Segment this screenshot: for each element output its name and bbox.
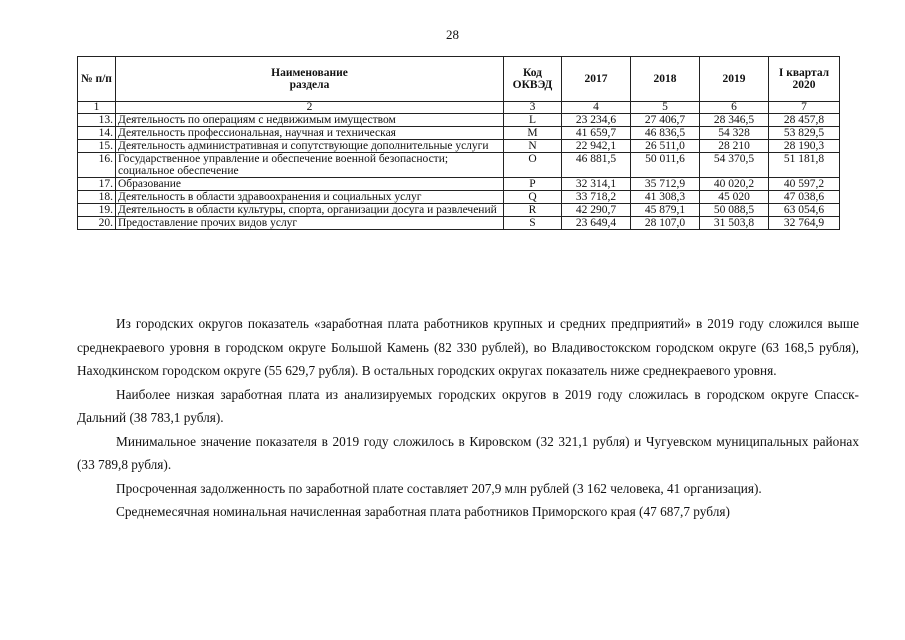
salary-by-activity-table <box>77 56 840 230</box>
value-2018: 28 107,0 <box>631 217 700 230</box>
activity-name: Деятельность административная и сопутствующие дополнительные услуги <box>116 140 504 153</box>
value-2019: 54 328 <box>700 127 769 140</box>
table-row <box>78 114 840 127</box>
column-number: 6 <box>700 102 769 114</box>
value-2018: 50 011,6 <box>631 153 700 178</box>
okved-code: R <box>504 204 562 217</box>
value-2017: 23 649,4 <box>562 217 631 230</box>
value-q1-2020: 32 764,9 <box>769 217 840 230</box>
okved-code: L <box>504 114 562 127</box>
value-q1-2020: 63 054,6 <box>769 204 840 217</box>
value-2017: 41 659,7 <box>562 127 631 140</box>
value-2019: 50 088,5 <box>700 204 769 217</box>
paragraph: Среднемесячная номинальная начисленная заработная плата работников Приморского края (47 687,7 рубля) <box>116 504 730 519</box>
value-2017: 22 942,1 <box>562 140 631 153</box>
row-number: 13. <box>78 114 116 127</box>
paragraph: Наиболее низкая заработная плата из анализируемых городских округов в 2019 году сложилась в городском округе Спасск-Дальний (38 783,1 рубля). <box>77 386 859 425</box>
header-q1-line2: 2020 <box>792 79 816 91</box>
value-2019: 28 346,5 <box>700 114 769 127</box>
value-2017: 42 290,7 <box>562 204 631 217</box>
header-2017: 2017 <box>562 57 631 102</box>
paragraph: Минимальное значение показателя в 2019 году сложилось в Кировском (32 321,1 рубля) и Чугуевском муниципальных районах (33 789,8 рубля). <box>77 433 859 472</box>
table-row <box>78 178 840 191</box>
activity-name: Деятельность в области здравоохранения и социальных услуг <box>116 191 504 204</box>
column-number-row <box>78 102 840 114</box>
value-2018: 26 511,0 <box>631 140 700 153</box>
table-row <box>78 140 840 153</box>
row-number: 15. <box>78 140 116 153</box>
header-name <box>116 57 504 102</box>
paragraph: Просроченная задолженность по заработной плате составляет 207,9 млн рублей (3 162 человека, 41 организация). <box>116 480 762 496</box>
body-text <box>77 312 859 524</box>
row-number: 14. <box>78 127 116 140</box>
header-name-line2: раздела <box>289 79 330 91</box>
column-number: 4 <box>562 102 631 114</box>
value-q1-2020: 47 038,6 <box>769 191 840 204</box>
value-q1-2020: 53 829,5 <box>769 127 840 140</box>
value-2017: 33 718,2 <box>562 191 631 204</box>
value-2019: 54 370,5 <box>700 153 769 178</box>
value-2018: 41 308,3 <box>631 191 700 204</box>
table-row <box>78 191 840 204</box>
activity-name: Деятельность профессиональная, научная и техническая <box>116 127 504 140</box>
row-number: 20. <box>78 217 116 230</box>
value-q1-2020: 28 190,3 <box>769 140 840 153</box>
table-row <box>78 153 840 178</box>
value-2018: 35 712,9 <box>631 178 700 191</box>
value-2019: 45 020 <box>700 191 769 204</box>
activity-name: Образование <box>116 178 504 191</box>
table-header-row <box>78 57 840 102</box>
value-2018: 27 406,7 <box>631 114 700 127</box>
table-row <box>78 217 840 230</box>
row-number: 18. <box>78 191 116 204</box>
header-2018: 2018 <box>631 57 700 102</box>
value-2017: 23 234,6 <box>562 114 631 127</box>
header-2019: 2019 <box>700 57 769 102</box>
row-number: 17. <box>78 178 116 191</box>
value-2018: 45 879,1 <box>631 204 700 217</box>
value-q1-2020: 51 181,8 <box>769 153 840 178</box>
column-number: 2 <box>116 102 504 114</box>
value-2017: 32 314,1 <box>562 178 631 191</box>
value-2019: 31 503,8 <box>700 217 769 230</box>
value-2019: 28 210 <box>700 140 769 153</box>
value-2018: 46 836,5 <box>631 127 700 140</box>
activity-name: Деятельность в области культуры, спорта, организации досуга и развлечений <box>116 204 504 217</box>
row-number: 19. <box>78 204 116 217</box>
okved-code: M <box>504 127 562 140</box>
column-number: 1 <box>78 102 116 114</box>
okved-code: N <box>504 140 562 153</box>
header-code <box>504 57 562 102</box>
table-row <box>78 204 840 217</box>
activity-name: Деятельность по операциям с недвижимым имуществом <box>116 114 504 127</box>
column-number: 7 <box>769 102 840 114</box>
value-2019: 40 020,2 <box>700 178 769 191</box>
header-name-line1: Наименование <box>271 67 348 79</box>
value-q1-2020: 40 597,2 <box>769 178 840 191</box>
column-number: 5 <box>631 102 700 114</box>
okved-code: O <box>504 153 562 178</box>
okved-code: P <box>504 178 562 191</box>
table-row <box>78 127 840 140</box>
okved-code: Q <box>504 191 562 204</box>
header-q1-2020 <box>769 57 840 102</box>
header-code-line1: Код <box>522 67 542 79</box>
okved-code: S <box>504 217 562 230</box>
paragraph: Из городских округов показатель «заработная плата работников крупных и средних предприятий» в 2019 году сложился выше среднекраевого уровня в городском округе Большой Камень (82 330 рублей), во Владивостокском городском округе (63 168,5 рубля), Находкинском городском округе (55 629,7 рубля). В остальных городских округах показатель ниже среднекраевого уровня. <box>77 316 859 378</box>
header-q1-line1: I квартал <box>778 67 830 79</box>
activity-name: Государственное управление и обеспечение военной безопасности; социальное обеспечение <box>116 153 504 178</box>
activity-name: Предоставление прочих видов услуг <box>116 217 504 230</box>
page-number: 28 <box>446 27 459 42</box>
row-number: 16. <box>78 153 116 178</box>
header-no: № п/п <box>78 57 116 102</box>
column-number: 3 <box>504 102 562 114</box>
value-q1-2020: 28 457,8 <box>769 114 840 127</box>
value-2017: 46 881,5 <box>562 153 631 178</box>
header-code-line2: ОКВЭД <box>512 79 553 91</box>
